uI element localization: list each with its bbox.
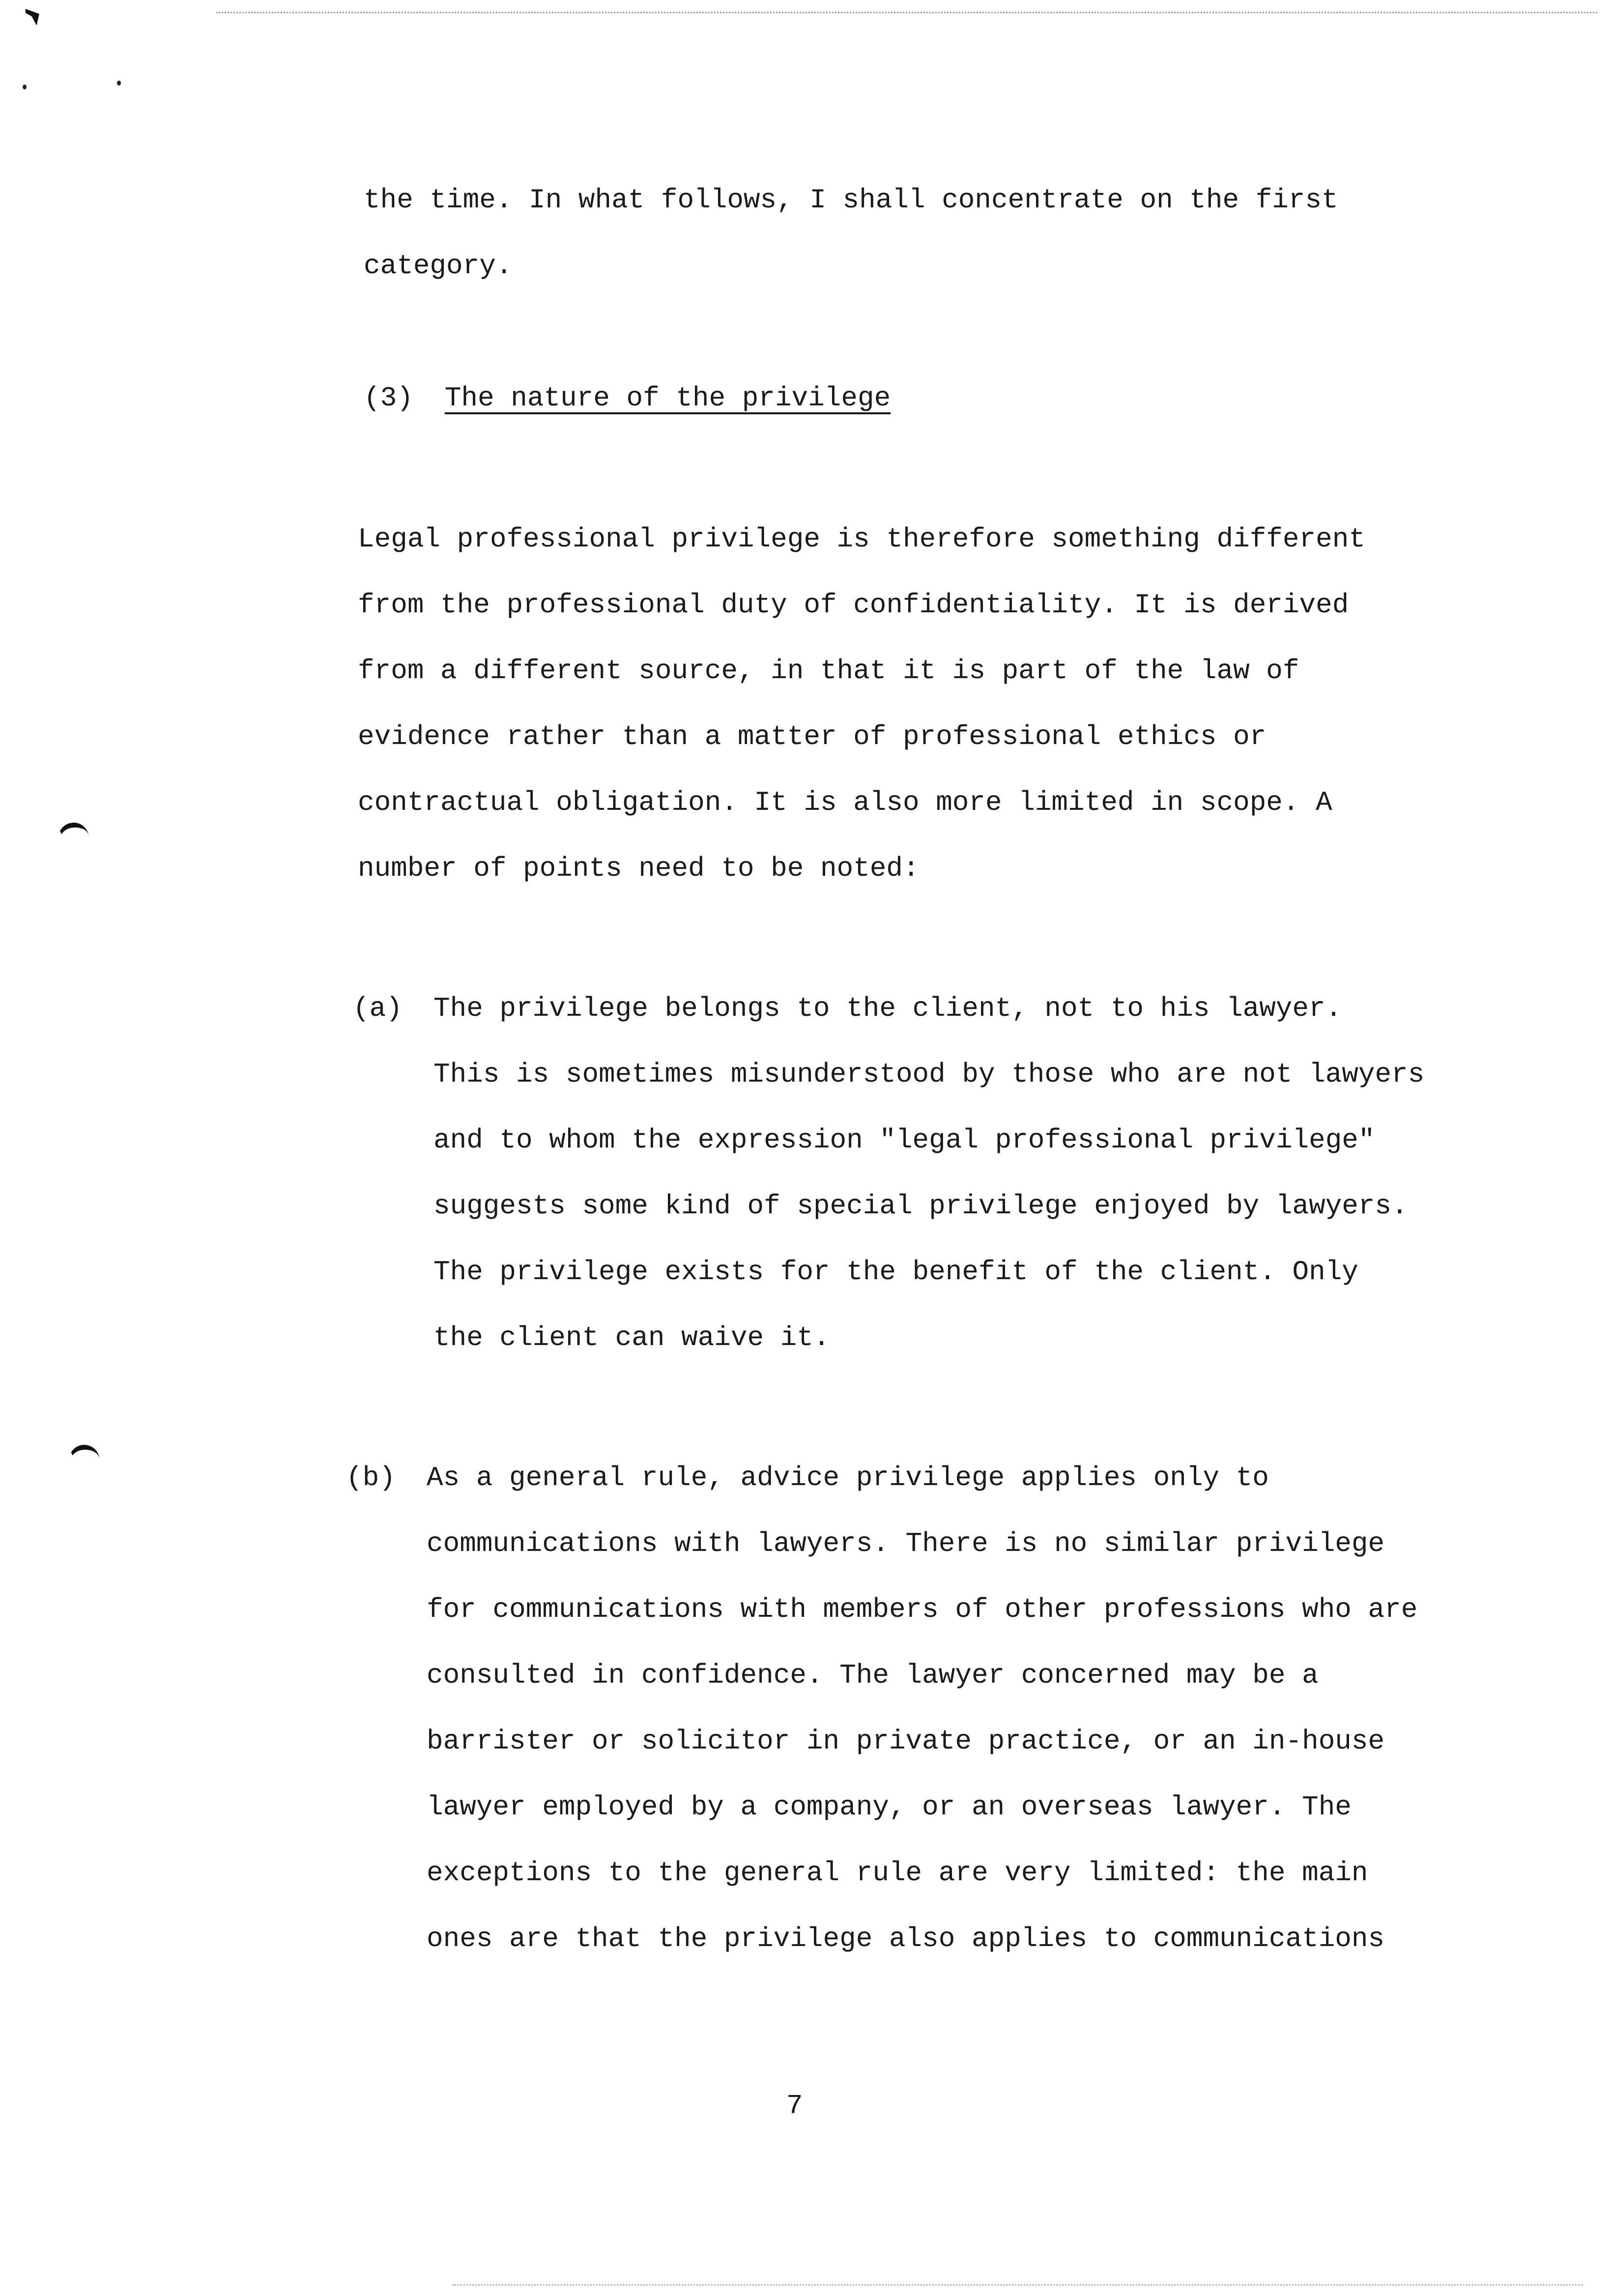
text-line: category. <box>364 250 513 282</box>
text-line: lawyer employed by a company, or an overseas lawyer. The <box>427 1791 1352 1823</box>
intro-text <box>364 167 1338 299</box>
text-line: This is sometimes misunderstood by those who are not lawyers <box>433 1059 1425 1090</box>
text-line: Legal professional privilege is therefore something different <box>358 523 1365 555</box>
text-line: for communications with members of other professions who are <box>427 1594 1418 1625</box>
text-line: communications with lawyers. There is no similar privilege <box>427 1528 1385 1559</box>
main-paragraph <box>358 506 1365 901</box>
punch-hole-mark <box>68 1444 100 1470</box>
text-line: The privilege exists for the benefit of the client. Only <box>433 1256 1358 1288</box>
page-number: 7 <box>786 2090 803 2122</box>
scan-artifact-dot <box>23 85 27 89</box>
text-line: suggests some kind of special privilege enjoyed by lawyers. <box>433 1190 1408 1222</box>
text-line: and to whom the expression "legal professional privilege" <box>433 1124 1375 1156</box>
text-line: the time. In what follows, I shall concentrate on the first <box>364 184 1338 216</box>
punch-hole-mark <box>57 821 90 849</box>
text-line: ones are that the privilege also applies to communications <box>427 1923 1385 1954</box>
list-item-body <box>433 976 1424 1371</box>
list-item-label: (a) <box>353 993 403 1024</box>
list-item-body <box>427 1445 1417 1972</box>
section-title: The nature of the privilege <box>444 382 891 414</box>
text-line: from the professional duty of confidentiality. It is derived <box>358 589 1349 621</box>
section-number: (3) <box>364 382 413 414</box>
text-line: barrister or solicitor in private practice, or an in-house <box>427 1725 1385 1757</box>
scan-artifact-bottom-line <box>452 2284 1583 2286</box>
text-line: number of points need to be noted: <box>358 853 920 884</box>
scan-artifact-dot <box>117 81 121 86</box>
list-item-label: (b) <box>346 1462 396 1493</box>
text-line: from a different source, in that it is part of the law of <box>358 655 1299 687</box>
scan-artifact-top-line <box>216 12 1597 13</box>
text-line: evidence rather than a matter of professional ethics or <box>358 721 1267 752</box>
text-line: exceptions to the general rule are very limited: the main <box>427 1857 1368 1889</box>
text-line: contractual obligation. It is also more limited in scope. A <box>358 787 1332 818</box>
text-line: As a general rule, advice privilege applies only to <box>427 1462 1269 1493</box>
scan-artifact-corner-mark <box>26 9 39 26</box>
text-line: consulted in confidence. The lawyer concerned may be a <box>427 1660 1319 1691</box>
text-line: The privilege belongs to the client, not to his lawyer. <box>433 993 1342 1024</box>
section-heading <box>364 373 891 423</box>
text-line: the client can waive it. <box>433 1322 830 1353</box>
